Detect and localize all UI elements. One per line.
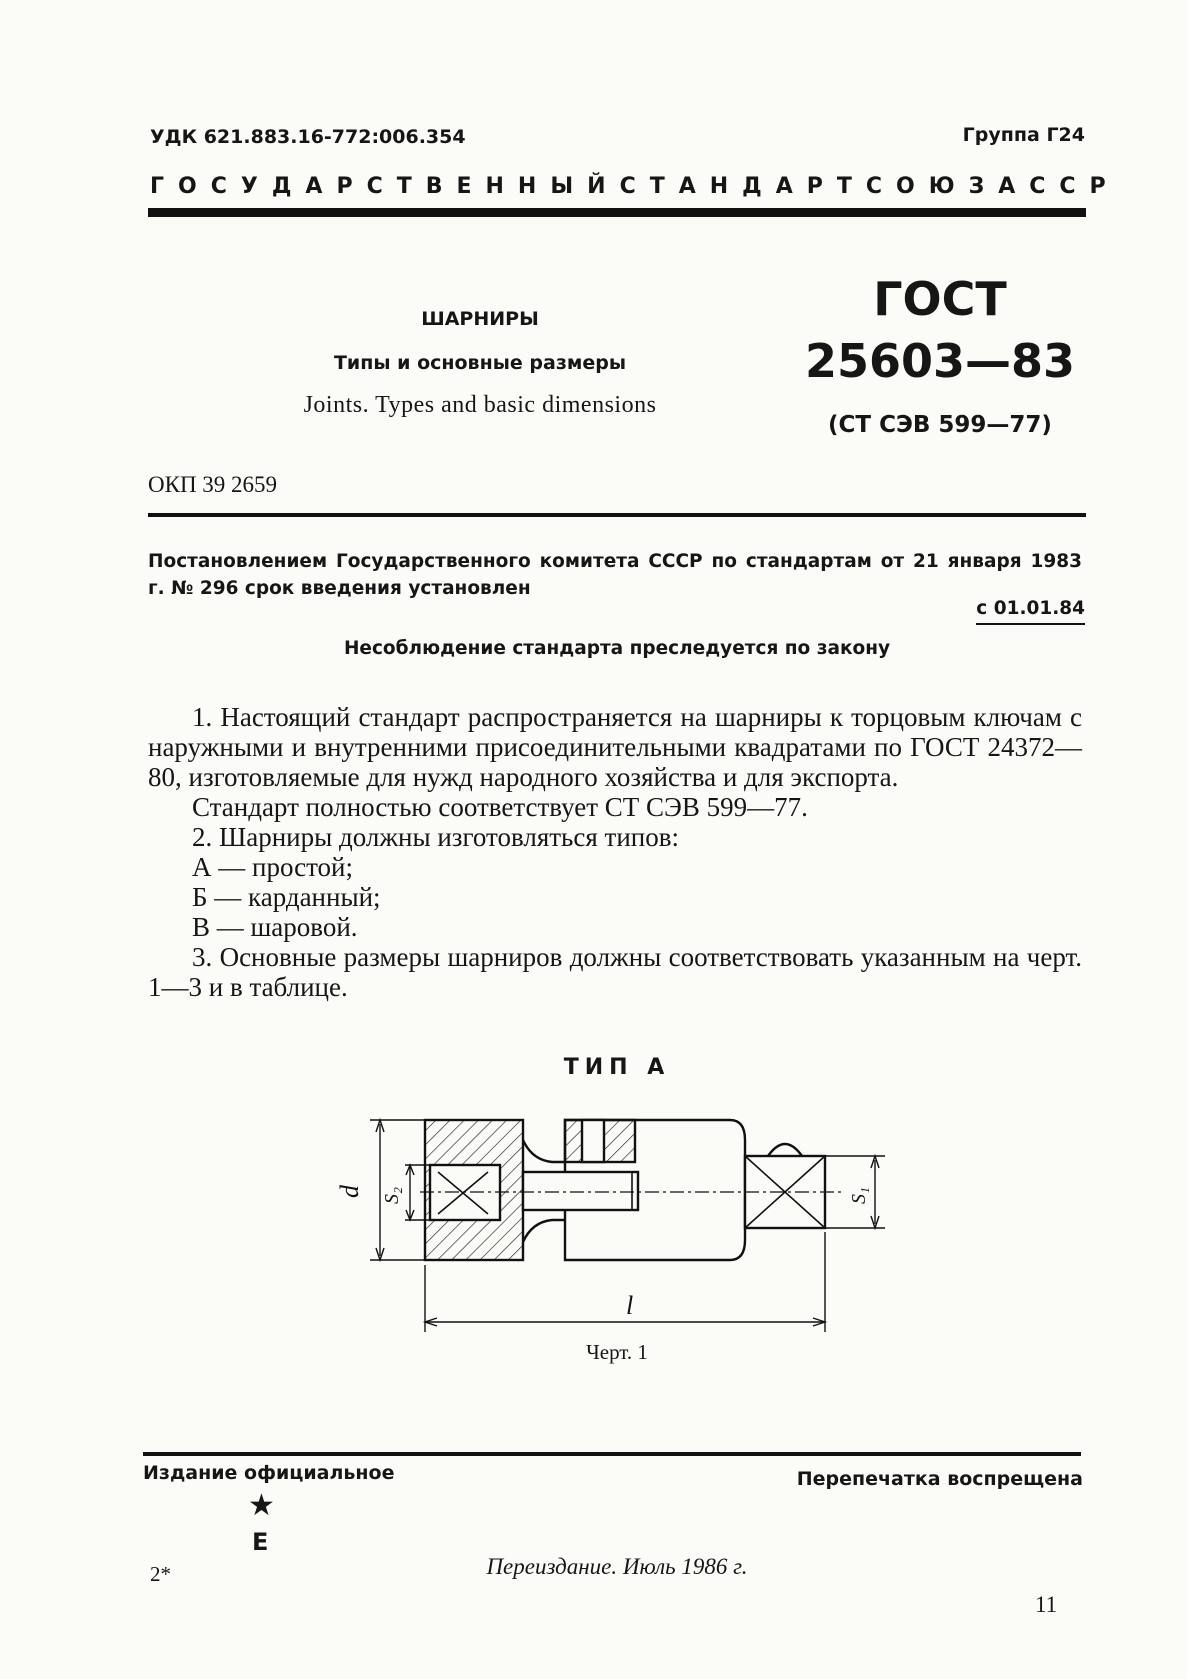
gost-number: 25603—83	[804, 334, 1076, 388]
e-mark: Е	[252, 1528, 269, 1556]
dim-label-d: d	[335, 1185, 364, 1198]
banner-word: ССР	[1029, 174, 1120, 199]
title-ru: ШАРНИРЫ	[421, 308, 539, 330]
subtitle-ru: Типы и основные размеры	[333, 352, 627, 374]
star-icon: ★	[248, 1489, 275, 1522]
dim-label-s1: S₁	[848, 1187, 870, 1204]
st-sev-reference: (СТ СЭВ 599—77)	[828, 412, 1052, 438]
gost-label: ГОСТ	[873, 272, 1007, 326]
group-code: Группа Г24	[962, 124, 1085, 146]
decree-text: Постановлением Государственного комитета СССР по стандартам от 21 января 1983 г. № 296 срок введения установлен	[148, 551, 1082, 599]
figure-heading: ТИП А	[563, 1055, 671, 1080]
reprint-forbidden: Перепечатка воспрещена	[796, 1468, 1083, 1490]
type-item: В — шаровой.	[192, 912, 358, 942]
udk-code: УДК 621.883.16-772:006.354	[150, 126, 466, 148]
signature-mark: 2*	[150, 1562, 171, 1586]
banner-word: ГОСУДАРСТВЕННЫЙ	[150, 174, 620, 199]
type-item: Б — карданный;	[192, 882, 381, 912]
page-number: 11	[1035, 1592, 1058, 1617]
type-item: А — простой;	[192, 852, 353, 882]
effective-date: с 01.01.84	[976, 598, 1085, 625]
figure-caption: Черт. 1	[586, 1340, 648, 1364]
state-standard-banner	[150, 174, 1120, 199]
title-rule	[148, 513, 1086, 517]
paragraph-1: 1. Настоящий стандарт распространяется на шарниры к торцовым ключам с наружными и внутренними присоединительными квадратами по ГОСТ 24372—80, изготовляемые для нужд народного хозяйства и для экспорта.	[148, 702, 1082, 792]
paragraph-3: 2. Шарниры должны изготовляться типов:	[192, 822, 679, 852]
joint-drawing	[300, 1100, 920, 1340]
legal-warning: Несоблюдение стандарта преследуется по закону	[343, 638, 891, 659]
official-edition: Издание официальное	[143, 1462, 395, 1484]
paragraph-2: Стандарт полностью соответствует СТ СЭВ 599—77.	[192, 792, 808, 822]
footer-rule	[143, 1452, 1081, 1456]
header-rule	[148, 208, 1086, 217]
title-en: Joints. Types and basic dimensions	[303, 392, 657, 418]
banner-word: СТАНДАРТ	[619, 174, 866, 199]
dim-label-s2: S₂	[381, 1187, 403, 1204]
banner-word: СОЮЗА	[865, 174, 1030, 199]
reissue-note: Переиздание. Июль 1986 г.	[486, 1554, 748, 1579]
body-text	[148, 702, 1082, 1002]
dim-label-l: l	[626, 1291, 634, 1320]
okp-code: ОКП 39 2659	[148, 472, 278, 497]
paragraph-4: 3. Основные размеры шарниров должны соответствовать указанным на черт. 1—3 и в таблице.	[148, 942, 1082, 1002]
